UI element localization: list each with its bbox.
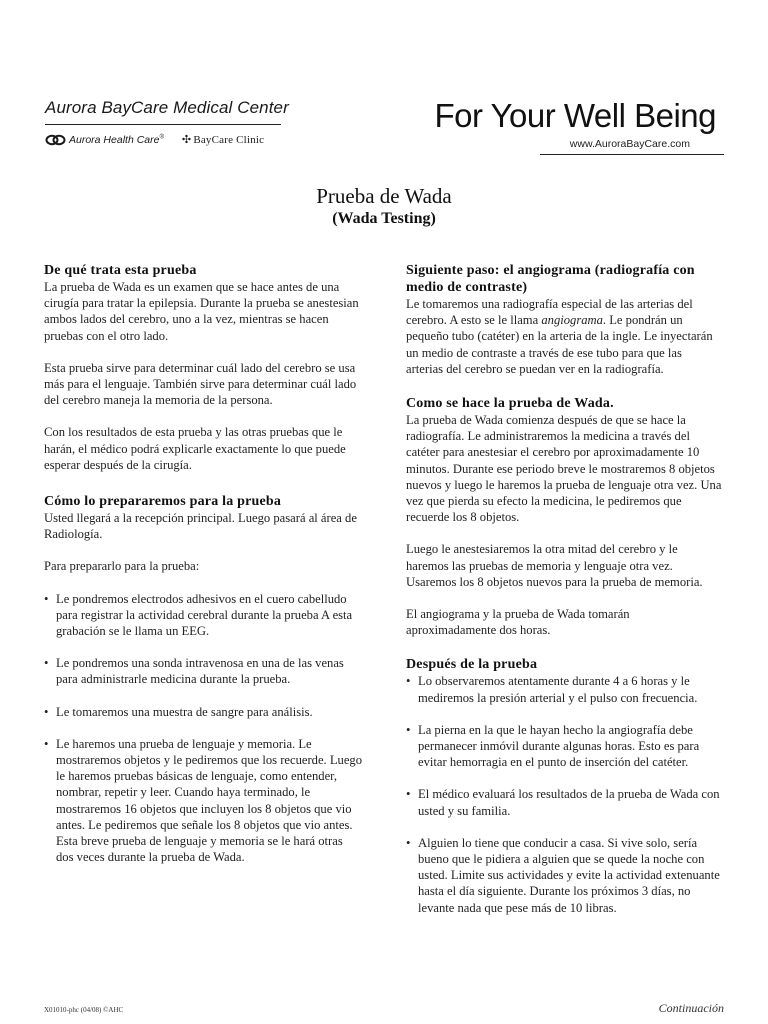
document-title: Prueba de Wada: [316, 184, 452, 208]
aurora-logo-icon: [45, 134, 67, 146]
continuation-label: Continuación: [658, 1001, 724, 1015]
list-item: • La pierna en la que le hayan hecho la angiografía debe permanecer inmóvil durante algunas horas. Esto es para evitar hemorragia en el punto de inserción del catéter.: [406, 722, 722, 771]
paragraph: Esta prueba sirve para determinar cuál lado del cerebro se usa más para el lenguaje. También sirve para determinar cuál lado del cerebro maneja la memoria de la persona.: [44, 360, 357, 408]
section-heading: Como se hace la prueba de Wada.: [406, 396, 614, 412]
list-item: • Le pondremos electrodos adhesivos en el cuero cabelludo para registrar la actividad cerebral durante la prueba A esta grabación se le llama un EEG.: [44, 591, 362, 640]
tagline: For Your Well Being: [434, 97, 716, 134]
cross-icon: ✣: [181, 134, 192, 146]
form-code: X01010-phc (04/08) ©AHC: [44, 1006, 124, 1014]
list-item: • Le pondremos una sonda intravenosa en una de las venas para administrarle medicina durante la prueba.: [44, 655, 362, 687]
section-heading: Después de la prueba: [406, 657, 538, 673]
term-angiograma: angiograma: [541, 313, 603, 328]
organization-name: Aurora BayCare Medical Center: [45, 98, 289, 117]
paragraph: Usted llegará a la recepción principal. Luego pasará al área de Radiología.: [44, 511, 357, 542]
document-subtitle: (Wada Testing): [332, 210, 436, 227]
paragraph: Para prepararlo para la prueba:: [44, 559, 200, 574]
left-column: [44, 262, 362, 881]
paragraph: Luego le anestesiaremos la otra mitad del cerebro y le haremos las pruebas de memoria y lenguaje otra vez. Usaremos los 8 objetos nuevos para la prueba de memoria.: [406, 542, 703, 589]
right-column: [406, 262, 722, 932]
tagline-divider: [540, 154, 724, 155]
list-item: • Le tomaremos una muestra de sangre para análisis.: [44, 704, 362, 720]
paragraph: La prueba de Wada comienza después de que se hace la radiografía. Le administraremos la medicina a través del catéter para anestesiar el cerebro por aproximadamente 10 minutos. Durante ese periodo breve le mostraremos 8 objetos nuevos y luego le haremos la prueba de lenguaje otra vez. Una vez que pierda su efecto la medicina, le pediremos que recuerde los 8 objetos.: [406, 413, 722, 525]
paragraph: Le tomaremos una radiografía especial de las arterias del cerebro. A esto se le llama angiograma. Le pondrán un pequeño tubo (catéter) en la arteria de la ingle. Le inyectarán un medio de contraste a través de ese tubo para que las arterias del cerebro se puedan ver en la radiografía.: [406, 297, 713, 376]
baycare-clinic-label: BayCare Clinic: [193, 133, 265, 146]
list-item: • Le haremos una prueba de lenguaje y memoria. Le mostraremos objetos y le pediremos que los recuerde. Luego le haremos pruebas básicas de lenguaje, como entender, nombrar, repetir y leer. Cuando haya terminado, le mostraremos 16 objetos que incluyen los 8 objetos que vio antes. Le pediremos que señale los 8 objetos que vio antes. Esta breve prueba de lenguaje y memoria se le hará otras dos veces durante la prueba de Wada.: [44, 736, 362, 866]
list-item: • Alguien lo tiene que conducir a casa. Si vive solo, sería bueno que le pidiera a alguien que se quede la noche con usted. Limite sus actividades y evite la actividad extenuante hasta el día siguiente. Durante los próximos 3 días, no levante nada que pese más de 10 libras.: [406, 835, 722, 916]
paragraph: La prueba de Wada es un examen que se hace antes de una cirugía para tratar la epilepsia. Durante la prueba se anestesian ambos lados del cerebro, uno a la vez, mientras se hacen pruebas con el otro lado.: [44, 280, 359, 343]
section-heading: Cómo lo prepararemos para la prueba: [44, 494, 282, 510]
paragraph: El angiograma y la prueba de Wada tomarán aproximadamente dos horas.: [406, 607, 630, 638]
website-link[interactable]: www.AuroraBayCare.com: [569, 138, 690, 150]
after-test-list: [406, 673, 722, 915]
paragraph: Con los resultados de esta prueba y las otras pruebas que le harán, el médico podrá explicarle exactamente lo que puede esperar después de la cirugía.: [44, 425, 346, 472]
section-heading: Siguiente paso: el angiograma (radiografía con medio de contraste): [406, 263, 695, 295]
partner-logos: [45, 133, 264, 146]
baycare-clinic-logo: [182, 133, 264, 146]
header-divider: [45, 124, 281, 125]
preparation-list: [44, 591, 362, 866]
list-item: • Lo observaremos atentamente durante 4 a 6 horas y le mediremos la presión arterial y el pulso con frecuencia.: [406, 673, 722, 705]
section-heading: De qué trata esta prueba: [44, 263, 197, 278]
aurora-health-care-label: Aurora Health Care®: [69, 133, 164, 146]
list-item: • El médico evaluará los resultados de la prueba de Wada con usted y su familia.: [406, 786, 722, 818]
